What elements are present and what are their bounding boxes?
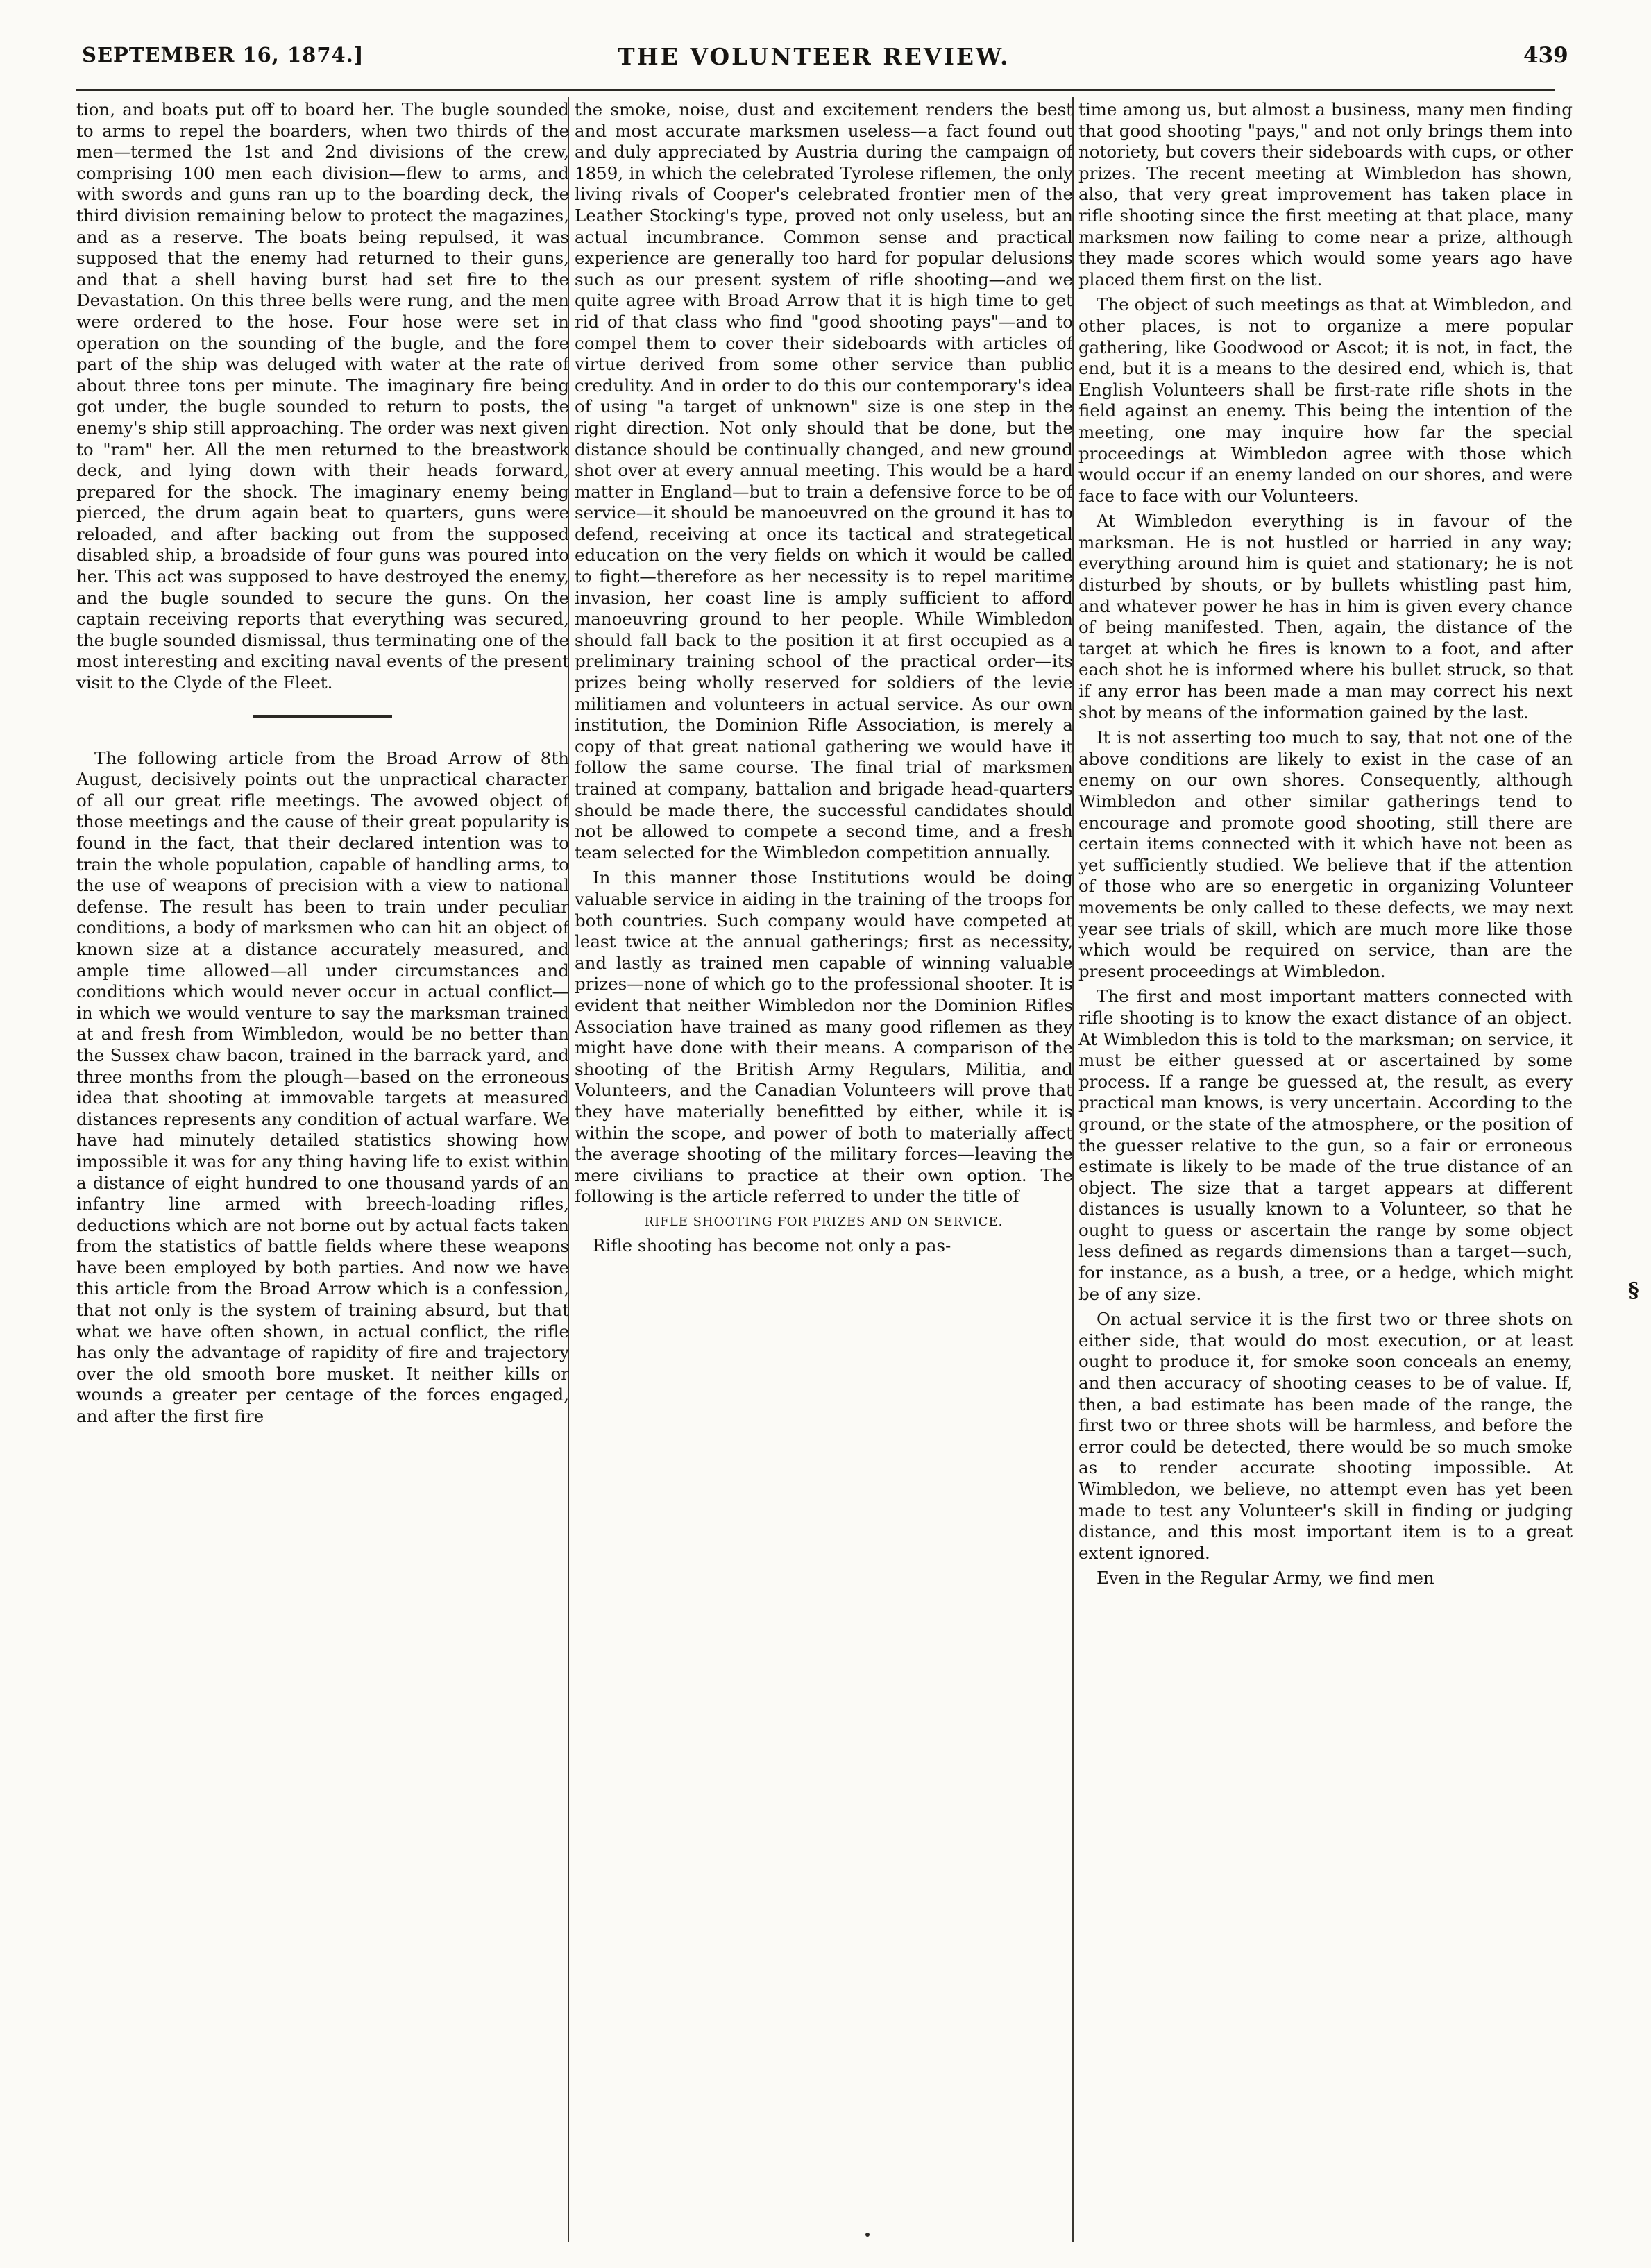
header-rule xyxy=(76,89,1555,91)
article-paragraph: tion, and boats put off to board her. The bugle sounded to arms to repel the boarders, when two thirds of the men—termed the 1st and 2nd divisions of the crew, comprising 100 men each division—flew to arms, and with swords and guns ran up to the boarding deck, the third division remaining below to protect the magazines, and as a reserve. The boats being repulsed, it was supposed that the enemy had returned to their guns, and that a shell having burst had set fire to the Devastation. On this three bells were rung, and the men were ordered to the hose. Four hose were set in operation on the sounding of the bugle, and the fore part of the ship was deluged with water at the rate of about three tons per minute. The imaginary fire being got under, the bugle sounded to return to posts, the enemy's ship still approaching. The order was next given to "ram" her. All the men returned to the breastwork deck, and lying down with their heads forward, prepared for the shock. The imaginary enemy being pierced, the drum again beat to quarters, guns were reloaded, and after backing out from the supposed disabled ship, a broadside of four guns was poured into her. This act was supposed to have destroyed the enemy, and the bugle sounded to secure the guns. On the captain receiving reports that everything was secured, the bugle sounded dismissal, thus terminating one of the most interesting and exciting naval events of the present visit to the Clyde of the Fleet. xyxy=(76,99,569,693)
article-paragraph: It is not asserting too much to say, that not one of the above conditions are likely to exist in the case of an enemy on our own shores. Consequently, although Wimbledon and other similar gatherings tend to encourage and promote good shooting, still there are certain items connected with it which have not been as yet sufficiently studied. We believe that if the attention of those who are so energetic in organizing Volunteer movements be only called to these defects, we may next year see trials of skill, which are much more like those which would be required on service, than are the present proceedings at Wimbledon. xyxy=(1078,727,1573,981)
column-1 xyxy=(76,99,569,2244)
column-2 xyxy=(575,99,1073,2244)
section-subheading: RIFLE SHOOTING FOR PRIZES AND ON SERVICE. xyxy=(644,1214,1004,1229)
article-paragraph: Even in the Regular Army, we find men xyxy=(1097,1568,1434,1589)
article-paragraph: Rifle shooting has become not only a pas- xyxy=(593,1235,951,1256)
article-paragraph: time among us, but almost a business, many men finding that good shooting "pays," and not only brings them into notoriety, but covers their sideboards with cups, or other prizes. The recent meeting at Wimbledon has shown, also, that very great improvement has taken place in rifle shooting since the first meeting at that place, many marksmen now failing to come near a prize, although they made scores which would some years ago have placed them first on the list. xyxy=(1078,99,1573,289)
publication-title: THE VOLUNTEER REVIEW. xyxy=(618,43,1010,70)
article-paragraph: The first and most important matters connected with rifle shooting is to know the exact distance of an object. At Wimbledon this is told to the marksman; on service, it must be either guessed at or ascertained by some process. If a range be guessed at, the result, as every practical man knows, is very uncertain. According to the ground, or the state of the atmosphere, or the position of the guesser relative to the gun, so a fair or erroneous estimate is likely to be made of the true distance of an object. The size that a target appears at different distances is usually known to a Volunteer, so that he ought to guess or ascertain the range by some object less defined as regards dimensions than a target—such, for instance, as a bush, a tree, or a hedge, which might be of any size. xyxy=(1078,986,1573,1304)
margin-mark: § xyxy=(1628,1278,1639,1303)
article-paragraph: On actual service it is the first two or three shots on either side, that would do most execution, or at least ought to produce it, for smoke soon conceals an enemy, and then accuracy of shooting ceases to be of value. If, then, a bad estimate has been made of the range, the first two or three shots will be harmless, and before the error could be detected, there would be so much smoke as to render accurate shooting impossible. At Wimbledon, we believe, no attempt even has yet been made to test any Volunteer's skill in finding or judging distance, and this most important item is to a great extent ignored. xyxy=(1078,1309,1573,1563)
article-paragraph: At Wimbledon everything is in favour of the marksman. He is not hustled or harried in any way; everything around him is quiet and stationary; he is not disturbed by shouts, or by bullets whistling past him, and whatever power he has in him is given every chance of being manifested. Then, again, the distance of the target at which he fires is known to a foot, and after each shot he is informed where his bullet struck, so that if any error has been made a man may correct his next shot by means of the information gained by the last. xyxy=(1078,511,1573,722)
article-paragraph: In this manner those Institutions would be doing valuable service in aiding in the training of the troops for both countries. Such company would have competed at least twice at the annual gatherings; first as necessity, and lastly as trained men capable of winning valuable prizes—none of which go to the professional shooter. It is evident that neither Wimbledon nor the Dominion Rifles Association have trained as many good riflemen as they might have done with their means. A comparison of the shooting of the British Army Regulars, Militia, and Volunteers, and the Canadian Volunteers will prove that they have materially benefitted by either, while it is within the scope, and power of both to materially affect the average shooting of the military forces—leaving the mere civilians to practice at their own option. The following is the article referred to under the title of xyxy=(575,868,1073,1207)
masthead xyxy=(0,43,1651,85)
printer-dot xyxy=(865,2233,870,2237)
article-paragraph: the smoke, noise, dust and excitement renders the best and most accurate marksmen useless—a fact found out and duly appreciated by Austria during the campaign of 1859, in which the celebrated Tyrolese riflemen, the only living rivals of Cooper's celebrated frontier men of the Leather Stocking's type, proved not only useless, but an actual incumbrance. Common sense and practical experience are generally too hard for popular delusions such as our present system of rifle shooting—and we quite agree with Broad Arrow that it is high time to get rid of that class who find "good shooting pays"—and to compel them to cover their sideboards with articles of virtue derived from some other service than public credulity. And in order to do this our contemporary's idea of using "a target of unknown" size is one step in the right direction. Not only should that be done, but the distance should be continually changed, and new ground shot over at every annual meeting. This would be a hard matter in England—but to train a defensive force to be of service—it should be manoeuvred on the ground it has to defend, receiving at once its tactical and strategetical education on the very fields on which it would be called to fight—therefore as her necessity is to repel maritime invasion, her coast line is amply sufficient to afford manoeuvring ground to her people. While Wimbledon should fall back to the position it at first occupied as a preliminary training school of the practical order—its prizes being wholly reserved for soldiers of the levie militiamen and volunteers in actual service. As our own institution, the Dominion Rifle Association, is merely a copy of that great national gathering we would have it follow the same course. The final trial of marksmen trained at company, battalion and brigade head-quarters should be made there, the successful candidates should not be allowed to compete a second time, and a fresh team selected for the Wimbledon competition annually. xyxy=(575,99,1073,863)
article-divider xyxy=(253,715,392,718)
article-paragraph: The following article from the Broad Arrow of 8th August, decisively points out the unpractical character of all our great rifle meetings. The avowed object of those meetings and the cause of their great popularity is found in the fact, that their declared intention was to train the whole population, capable of handling arms, to the use of weapons of precision with a view to national defense. The result has been to train under peculiar conditions, a body of marksmen who can hit an object of known size at a distance accurately measured, and ample time allowed—all under circumstances and conditions which would never occur in actual conflict—in which we would venture to say the marksman trained at and fresh from Wimbledon, would be no better than the Sussex chaw bacon, trained in the barrack yard, and three months from the plough—based on the erroneous idea that shooting at immovable targets at measured distances represents any condition of actual warfare. We have had minutely detailed statistics showing how impossible it was for any thing having life to exist within a distance of eight hundred to one thousand yards of an infantry line armed with breech-loading rifles, deductions which are not borne out by actual facts taken from the statistics of battle fields where these weapons have been employed by both parties. And now we have this article from the Broad Arrow which is a confession, that not only is the system of training absurd, but that what we have often shown, in actual conflict, the rifle has only the advantage of rapidity of fire and trajectory over the old smooth bore musket. It neither kills or wounds a greater per centage of the forces engaged, and after the first fire xyxy=(76,747,569,1427)
column-3 xyxy=(1078,99,1573,2244)
issue-date: SEPTEMBER 16, 1874.] xyxy=(82,43,364,67)
article-paragraph: The object of such meetings as that at Wimbledon, and other places, is not to organize a mere popular gathering, like Goodwood or Ascot; it is not, in fact, the end, but it is a means to the desired end, which is, that English Volunteers shall be first-rate rifle shots in the field against an enemy. This being the intention of the meeting, one may inquire how far the special proceedings at Wimbledon agree with those which would occur if an enemy landed on our shores, and were face to face with our Volunteers. xyxy=(1078,294,1573,506)
page-number: 439 xyxy=(1523,43,1568,68)
